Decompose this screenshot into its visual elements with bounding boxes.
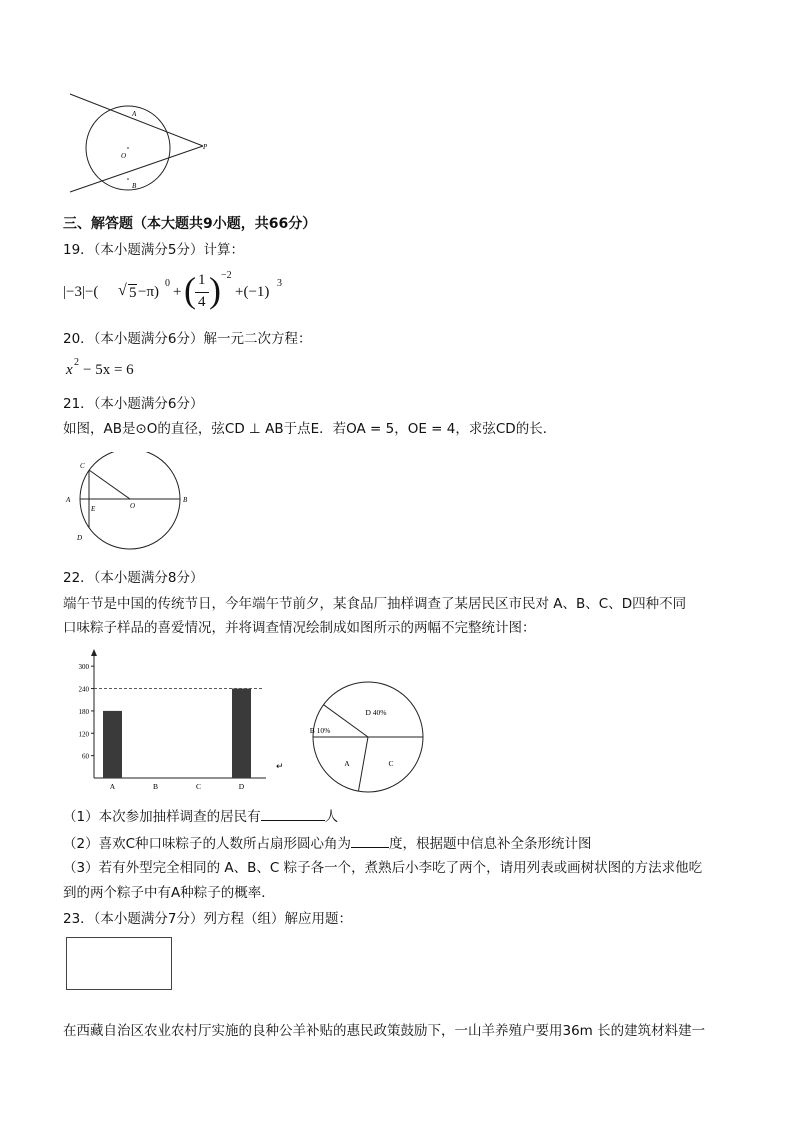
label-b: B (183, 496, 188, 504)
q19-plus2: +(−1) (235, 284, 270, 300)
q19-root-arg: 5 (129, 285, 137, 301)
fraction-bar (195, 292, 209, 293)
q19-minus-pi: −π) (138, 284, 160, 300)
q23-heading: 23．（本小题满分7分）列方程（组）解应用题： (63, 911, 353, 927)
q22-line1: 端午节是中国的传统节日，今年端午节前夕，某食品厂抽样调查了某居民区市民对 A、B、C、D四种不同 (63, 596, 687, 612)
chord-figure (62, 452, 197, 552)
center-dot (127, 147, 129, 149)
sqrt-icon: √ (118, 282, 127, 299)
circle-o (80, 452, 180, 549)
label-o: O (130, 502, 136, 510)
pie-slice-label: C (388, 759, 394, 768)
answer-blank-1[interactable] (261, 806, 325, 821)
y-axis-arrow-icon (91, 649, 97, 656)
left-paren-icon: ( (184, 270, 196, 310)
q22-sub2-a: （2）喜欢C种口味粽子的人数所占扇形圆心角为 (63, 836, 352, 852)
category-label: D (238, 782, 245, 791)
q20-x: x (66, 362, 73, 378)
label-o: O (121, 152, 127, 160)
q21-heading: 21．（本小题满分6分） (63, 396, 204, 412)
q23-figure-placeholder (66, 937, 172, 990)
q19-plus1: + (173, 284, 182, 300)
pie-chart (303, 672, 433, 802)
radius-oc (89, 470, 130, 499)
q19-heading: 19．（本小题满分5分）计算： (63, 242, 245, 258)
label-a: A (132, 110, 137, 118)
y-tick-label: 60 (82, 752, 89, 761)
q20-sup: 2 (74, 357, 79, 368)
q19-frac-num: 1 (198, 272, 206, 288)
y-tick-label: 300 (78, 663, 89, 672)
right-paren-icon: ) (209, 270, 221, 310)
pie-slice-label: B 10% (309, 726, 331, 735)
q19-exp-neg2: −2 (221, 270, 232, 281)
q19-expression (63, 270, 323, 314)
pie-slice-label: D 40% (365, 708, 387, 717)
y-tick-label: 240 (78, 685, 89, 694)
q21-text: 如图，AB是⊙O的直径，弦CD ⊥ AB于点E．若OA = 5，OE = 4，求弦CD的长． (63, 421, 557, 437)
q22-sub3-line2: 到的两个粽子中有A种粽子的概率． (63, 885, 275, 901)
q19-frac-den: 4 (198, 294, 206, 310)
tangent-line-pa (70, 94, 203, 146)
bar-d (232, 689, 251, 778)
q22-sub3-line1: （3）若有外型完全相同的 A、B、C 粽子各一个，煮熟后小李吃了两个，请用列表或画树状图的方法求他吃 (63, 860, 703, 876)
q20-rest: − 5x = 6 (83, 362, 134, 378)
tangent-line-pb (70, 146, 203, 192)
section-title: 三、解答题（本大题共9小题，共66分） (63, 216, 317, 232)
q22-sub2-b: 度，根据题中信息补全条形统计图 (389, 836, 592, 852)
label-p: P (203, 143, 208, 151)
label-c: C (80, 462, 85, 470)
axis-end-mark: ↵ (276, 761, 284, 771)
q22-sub2 (63, 833, 592, 853)
category-label: C (195, 782, 202, 791)
label-e: E (91, 505, 96, 513)
point-b-dot (127, 178, 129, 180)
y-tick-label: 180 (78, 707, 89, 716)
label-d: D (77, 534, 83, 542)
pie-slice-label: A (344, 759, 350, 768)
q19-abs: |−3|−( (63, 284, 99, 300)
q22-sub1-b: 人 (324, 809, 339, 825)
tangent-figure (62, 88, 222, 193)
q20-heading: 20．（本小题满分6分）解一元二次方程： (63, 331, 312, 347)
q23-text: 在西藏自治区农业农村厅实施的良种公羊补贴的惠民政策鼓励下，一山羊养殖户要用36m 长的建筑材料建一 (63, 1023, 706, 1039)
bar-a (103, 711, 122, 778)
q22-line2: 口味粽子样品的喜爱情况，并将调查情况绘制成如图所示的两幅不完整统计图： (63, 620, 536, 636)
q22-sub1-a: （1）本次参加抽样调查的居民有 (63, 809, 261, 825)
y-tick-label: 120 (78, 730, 89, 739)
label-b: B (132, 182, 137, 190)
q19-exp0: 0 (165, 278, 170, 289)
q22-heading: 22．（本小题满分8分） (63, 570, 204, 586)
category-label: A (109, 782, 116, 791)
label-a: A (66, 496, 71, 504)
bar-chart (64, 645, 290, 797)
q22-sub1 (63, 806, 338, 826)
answer-blank-2[interactable] (351, 833, 389, 848)
q19-exp3: 3 (277, 278, 282, 289)
category-label: B (152, 782, 159, 791)
q20-equation (66, 357, 156, 380)
